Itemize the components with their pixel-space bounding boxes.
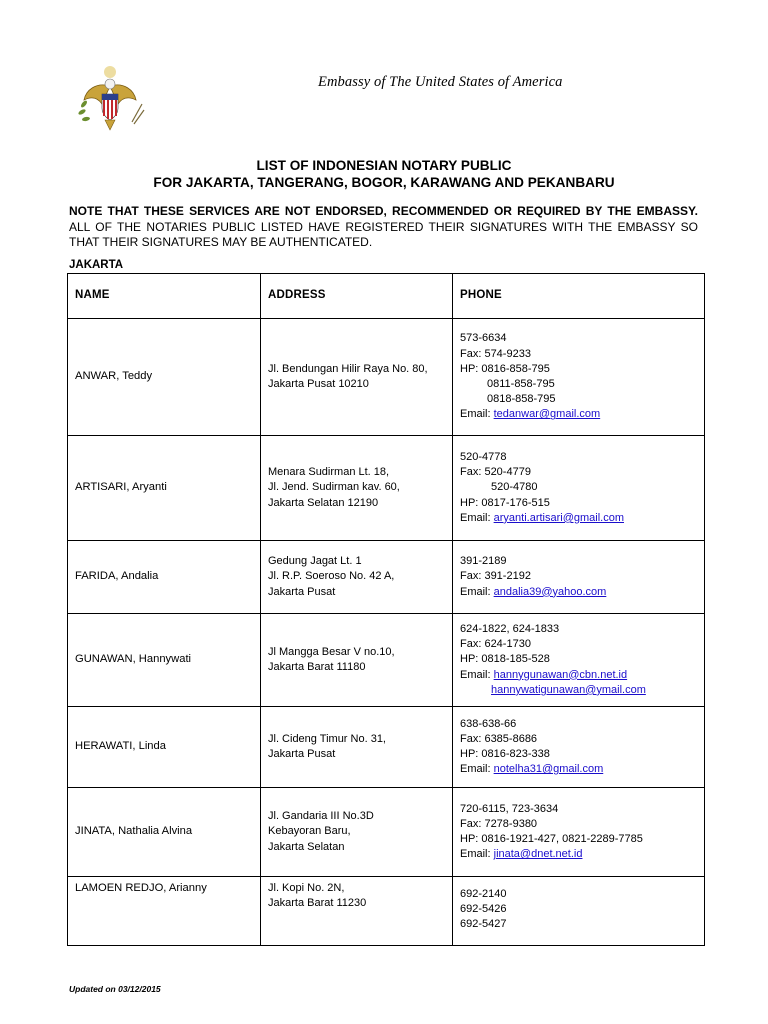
phone-line: Fax: 574-9233 [460, 347, 531, 360]
email-line [460, 668, 697, 683]
email-label: Email: [460, 511, 494, 524]
email-link[interactable]: jinata@dnet.net.id [493, 848, 583, 861]
notary-address [261, 614, 453, 707]
notary-name: GUNAWAN, Hannywati [75, 653, 192, 666]
notary-phone [453, 541, 705, 614]
email-link[interactable]: hannygunawan@cbn.net.id [493, 668, 628, 681]
table-row [68, 541, 705, 614]
notary-phone [453, 707, 705, 788]
notary-address [261, 788, 453, 877]
address-line: Menara Sudirman Lt. 18, [268, 466, 390, 479]
email-link[interactable]: notelha31@gmail.com [493, 763, 604, 776]
email-line [460, 511, 697, 526]
phone-line: 692-2140 [460, 888, 507, 900]
address-line: Jakarta Barat 11230 [268, 897, 367, 910]
email-label: Email: [460, 585, 494, 598]
table-row [68, 319, 705, 436]
section-heading: JAKARTA [69, 259, 124, 271]
phone-line: 0811-858-795 [487, 378, 555, 390]
phone-line: 573-6634 [460, 332, 507, 345]
email-link[interactable]: aryanti.artisari@gmail.com [493, 511, 624, 524]
notary-table [67, 273, 705, 946]
email-line [460, 683, 697, 698]
address-line: Jl. Bendungan Hilir Raya No. 80, [268, 362, 428, 375]
phone-line: HP: 0817-176-515 [460, 496, 550, 509]
address-line: Jakarta Pusat [268, 585, 336, 598]
email-line [460, 762, 697, 777]
table-row [68, 707, 705, 788]
email-label: Email: [460, 763, 494, 776]
table-row [68, 436, 705, 541]
phone-line: 520-4778 [460, 450, 507, 463]
address-line: Jakarta Selatan 12190 [268, 496, 379, 509]
disclaimer-rest: ALL OF THE NOTARIES PUBLIC LISTED HAVE REGISTERED THEIR SIGNATURES WITH THE EMBASSY SO THAT THEIR SIGNATURES MAY BE AUTHENTICATED. [69, 219, 698, 249]
notary-address [261, 877, 453, 946]
phone-line: 720-6115, 723-3634 [460, 802, 559, 815]
address-line: Jakarta Pusat 10210 [268, 378, 369, 390]
phone-line: 520-4780 [491, 481, 538, 494]
notary-name: FARIDA, Andalia [75, 570, 159, 583]
column-header-address: ADDRESS [261, 274, 453, 319]
email-link[interactable]: hannywatigunawan@ymail.com [491, 683, 646, 696]
notary-phone [453, 788, 705, 877]
table-row [68, 614, 705, 707]
notary-name: LAMOEN REDJO, Arianny [75, 882, 207, 894]
phone-line: Fax: 520-4779 [460, 466, 531, 479]
email-line [460, 585, 697, 600]
phone-line: Fax: 6385-8686 [460, 732, 538, 745]
address-line: Kebayoran Baru, [268, 825, 351, 838]
phone-line: 638-638-66 [460, 717, 517, 730]
phone-line: 692-5427 [460, 918, 507, 931]
notary-address [261, 541, 453, 614]
phone-line: HP: 0818-185-528 [460, 653, 550, 666]
phone-line: Fax: 624-1730 [460, 638, 531, 651]
notary-phone [453, 614, 705, 707]
address-line: Gedung Jagat Lt. 1 [268, 555, 362, 568]
address-line: Jl. Gandaria III No.3D [268, 810, 374, 823]
notary-name: ANWAR, Teddy [75, 370, 153, 383]
email-link[interactable]: andalia39@yahoo.com [493, 585, 607, 598]
address-line: Jl. Jend. Sudirman kav. 60, [268, 481, 400, 494]
table-row [68, 877, 705, 946]
email-line [460, 847, 697, 862]
notary-address [261, 436, 453, 541]
embassy-seal-icon [74, 64, 146, 136]
notary-name: ARTISARI, Aryanti [75, 481, 167, 494]
column-header-phone: PHONE [453, 274, 705, 319]
address-line: Jl. Kopi No. 2N, [268, 882, 345, 894]
phone-line: Fax: 7278-9380 [460, 817, 538, 830]
address-line: Jakarta Pusat [268, 748, 336, 760]
notary-phone [453, 436, 705, 541]
notary-name: JINATA, Nathalia Alvina [75, 825, 193, 838]
phone-line: 692-5426 [460, 903, 507, 916]
table-row [68, 788, 705, 877]
document-title-line1: LIST OF INDONESIAN NOTARY PUBLIC [256, 158, 512, 173]
phone-line: HP: 0816-858-795 [460, 362, 550, 375]
phone-line: 0818-858-795 [487, 393, 556, 406]
notary-phone [453, 319, 705, 436]
email-label: Email: [460, 668, 494, 681]
document-title-line2: FOR JAKARTA, TANGERANG, BOGOR, KARAWANG AND PEKANBARU [153, 175, 615, 190]
disclaimer-bold: NOTE THAT THESE SERVICES ARE NOT ENDORSED, RECOMMENDED OR REQUIRED BY THE EMBASSY. [69, 204, 698, 218]
email-line [460, 407, 697, 422]
notary-phone [453, 877, 705, 946]
notary-name: HERAWATI, Linda [75, 740, 166, 753]
phone-line: 624-1822, 624-1833 [460, 622, 560, 635]
updated-date-footer: Updated on 03/12/2015 [69, 984, 161, 994]
embassy-title: Embassy of The United States of America [318, 74, 563, 90]
disclaimer-note [69, 204, 698, 251]
notary-address [261, 707, 453, 788]
phone-line: Fax: 391-2192 [460, 570, 531, 583]
phone-line: HP: 0816-1921-427, 0821-2289-7785 [460, 833, 643, 845]
email-label: Email: [460, 408, 494, 421]
table-header-row [68, 274, 705, 319]
address-line: Jl Mangga Besar V no.10, [268, 645, 395, 658]
phone-line: 391-2189 [460, 555, 507, 568]
notary-address [261, 319, 453, 436]
address-line: Jakarta Selatan [268, 840, 345, 853]
address-line: Jl. Cideng Timur No. 31, [268, 732, 386, 745]
email-link[interactable]: tedanwar@gmail.com [493, 408, 601, 421]
column-header-name: NAME [68, 274, 261, 319]
address-line: Jakarta Barat 11180 [268, 661, 366, 673]
email-label: Email: [460, 848, 494, 861]
address-line: Jl. R.P. Soeroso No. 42 A, [268, 570, 395, 583]
phone-line: HP: 0816-823-338 [460, 748, 550, 760]
